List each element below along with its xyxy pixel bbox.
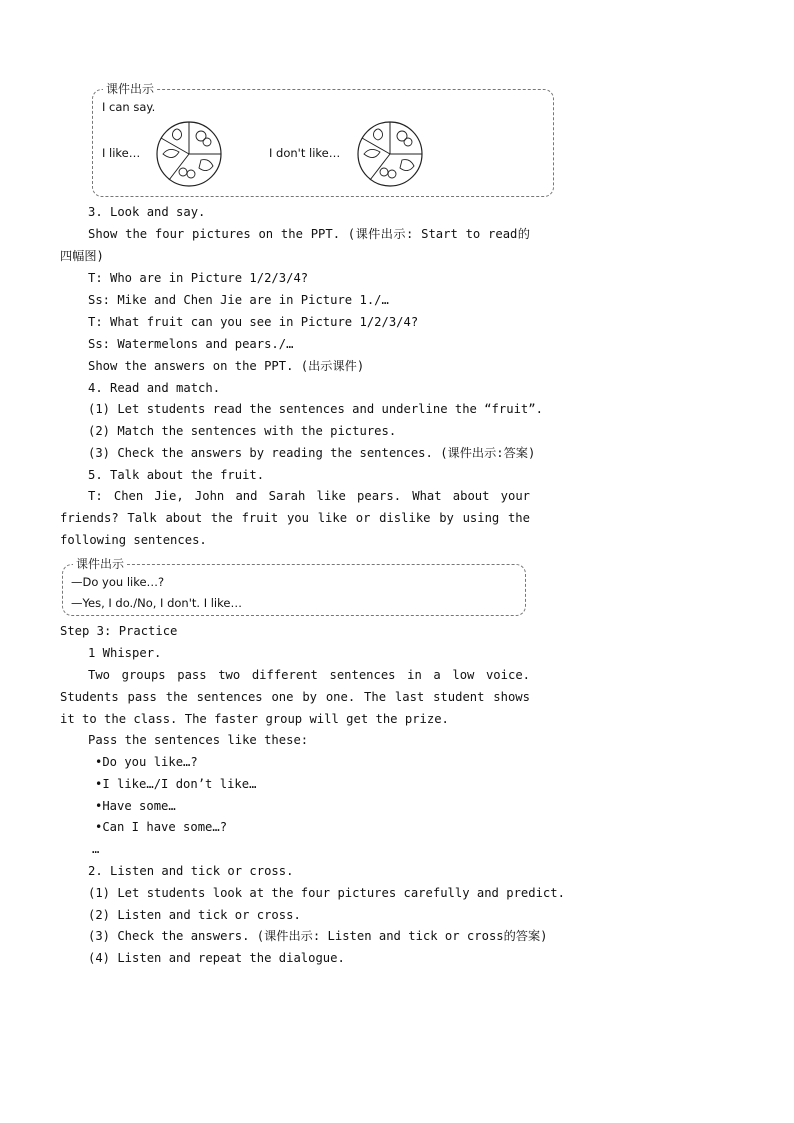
talk-paragraph: T: Chen Jie, John and Sarah like pears. What about your friends? Talk about the fruit you like or dislike by using the following sentences.	[60, 489, 530, 547]
i-can-say-text: I can say.	[102, 100, 156, 114]
i-like-text: I like…	[102, 146, 141, 160]
question-text: —Do you like…?	[71, 575, 165, 589]
pass-sentences-line: Pass the sentences like these:	[88, 733, 309, 747]
i-dont-like-text: I don't like…	[269, 146, 341, 160]
courseware-box-1	[92, 82, 554, 197]
courseware-box-title: 课件出示	[73, 556, 127, 572]
talk-about-fruit-heading: 5. Talk about the fruit.	[88, 468, 265, 482]
dialogue-line: T: Who are in Picture 1/2/3/4?	[88, 271, 309, 285]
ellipsis-line: …	[92, 842, 100, 856]
step-line: (1) Let students look at the four pictures carefully and predict.	[88, 886, 565, 900]
bullet-item: •I like…/I don’t like…	[95, 777, 257, 791]
bullet-item: •Can I have some…?	[95, 820, 228, 834]
bullet-item: •Do you like…?	[95, 755, 198, 769]
courseware-box-2	[62, 557, 526, 616]
step-line: (1) Let students read the sentences and underline the “fruit”.	[88, 402, 543, 416]
fruit-wheel-dislike-icon	[356, 120, 424, 188]
whisper-heading: 1 Whisper.	[88, 646, 162, 660]
whisper-paragraph: Two groups pass two different sentences in a low voice. Students pass the sentences one by one. The last student shows it to the class. The faster group will get the prize.	[60, 668, 530, 726]
courseware-box-title: 课件出示	[103, 81, 157, 97]
look-and-say-heading: 3. Look and say.	[88, 205, 206, 219]
step-line: (4) Listen and repeat the dialogue.	[88, 951, 345, 965]
show-answers-line: Show the answers on the PPT. (出示课件)	[88, 359, 365, 373]
step-line: (2) Match the sentences with the pictures.	[88, 424, 397, 438]
step-line: (3) Check the answers by reading the sentences. (课件出示:答案)	[88, 446, 536, 460]
show-pictures-line: Show the four pictures on the PPT. (课件出示: Start to read的四幅图)	[60, 227, 530, 263]
step-line: (3) Check the answers. (课件出示: Listen and tick or cross的答案)	[88, 929, 548, 943]
bullet-item: •Have some…	[95, 799, 176, 813]
answer-text: —Yes, I do./No, I don't. I like…	[71, 596, 242, 610]
dialogue-line: Ss: Mike and Chen Jie are in Picture 1./…	[88, 293, 389, 307]
fruit-wheel-like-icon	[155, 120, 223, 188]
read-and-match-heading: 4. Read and match.	[88, 381, 221, 395]
step-3-heading: Step 3: Practice	[60, 624, 178, 638]
dialogue-line: T: What fruit can you see in Picture 1/2/3/4?	[88, 315, 419, 329]
step-line: (2) Listen and tick or cross.	[88, 908, 301, 922]
listen-tick-heading: 2. Listen and tick or cross.	[88, 864, 294, 878]
dialogue-line: Ss: Watermelons and pears./…	[88, 337, 294, 351]
